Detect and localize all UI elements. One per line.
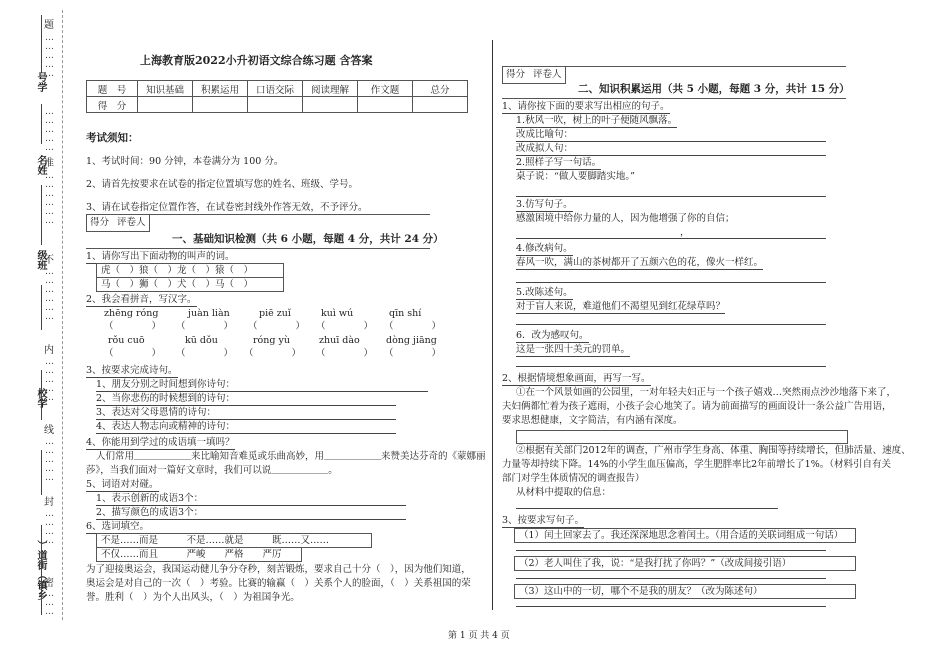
seal-line <box>62 10 63 620</box>
sentence: 这是一张四十美元的罚单。 <box>516 344 631 355</box>
seal-char: 内 <box>44 345 54 356</box>
score-cell[interactable] <box>138 97 193 113</box>
table-header: 作文题 <box>358 81 413 97</box>
binding-line <box>41 15 42 73</box>
question-prompt: 3、按要求写句子。 <box>502 515 585 526</box>
dots: … … … <box>45 589 54 617</box>
answer-paren[interactable]: （ ） <box>316 348 374 359</box>
sentence: 4.修改病句。 <box>516 243 573 254</box>
sentence: 桌子说：“做人要脚踏实地。” <box>516 171 635 182</box>
answer-line[interactable] <box>516 606 826 607</box>
seal-char: 不 <box>44 255 54 266</box>
grader-reviewer-label: 评卷人 <box>117 217 146 228</box>
sentence: 春风一吹，满山的茶树都开了五颜六色的花，像火一样红。 <box>516 257 764 268</box>
instruction-item: 3、请在试卷指定位置作答，在试卷密封线外作答无效，不予评分。 <box>86 202 368 213</box>
q2-paragraph: 力量等却持续下降。14%的小学生血压偏高，学生肥胖率比2年前增长了1%。（材料引自有关 <box>502 459 891 470</box>
section-title: 二、知识积累运用（共 5 小题，每题 3 分，共计 15 分） <box>578 83 850 95</box>
exam-title: 上海教育版2022小升初语文综合练习题 含答案 <box>140 54 373 67</box>
grader-score-label: 得分 <box>506 69 526 80</box>
answer-paren[interactable]: （ ） <box>244 348 302 359</box>
name-label: 名姓 <box>35 155 46 175</box>
answer-line[interactable]: 改成比喻句： <box>516 128 826 142</box>
pinyin: dòng jiāng <box>386 335 437 346</box>
answer-paren[interactable]: （ ） <box>384 321 442 332</box>
dots: … … … … … <box>45 437 54 483</box>
binding-line <box>41 450 42 495</box>
sentence: 对于盲人来说，难道他们不渴望见到红花绿草吗？ <box>516 301 726 312</box>
word-options: 不仅……而且 严峻 严格 严厉 <box>96 547 302 562</box>
q6-paragraph: 为了迎接奥运会，我国运动健儿争分夺秒，刻苦锻炼，要求自己十分（ ），因为他们知道， <box>86 564 471 575</box>
dots: … … … … … <box>45 357 54 403</box>
q6-paragraph: 誉。胜利（ ）为个人出风头，（ ）为祖国争光。 <box>86 592 300 603</box>
score-cell[interactable] <box>303 97 358 113</box>
table-header: 知识基础 <box>138 81 193 97</box>
divider <box>86 248 430 249</box>
question-prompt: 6、选词填空。 <box>86 521 150 532</box>
answer-paren[interactable]: （ ） <box>104 321 162 332</box>
table-header: 阅读理解 <box>303 81 358 97</box>
sentence: 2.照样子写一句话。 <box>516 157 602 168</box>
grader-box <box>502 66 566 84</box>
instructions-title: 考试须知： <box>86 132 139 144</box>
dots: … … … … … <box>45 33 54 79</box>
poem-item[interactable]: 4、表达人物志向或精神的诗句： <box>96 420 396 434</box>
student-id-label: 号学 <box>35 72 46 92</box>
question-prompt: 4、你能用到学过的成语填一填吗？ <box>86 437 235 448</box>
q1-row: 虎（ ）狼（ ）龙（ ）猿（ ） <box>96 263 284 278</box>
question-prompt: 2、我会看拼音，写汉字。 <box>86 294 197 305</box>
instruction-item: 2、请首先按要求在试卷的指定位置填写您的姓名、班级、学号。 <box>86 179 359 190</box>
q2-paragraph: 夫妇俩都忙着为孩子遮雨，小孩子会心地笑了。请为前面描写的画面设计一条公益广告用语， <box>502 401 892 412</box>
class-label: 级班 <box>35 250 46 270</box>
answer-box[interactable] <box>516 430 848 444</box>
seal-char: 线 <box>44 425 54 436</box>
q6-paragraph: 奥运会是对自己的一次（ ）考验。比赛的输赢（ ）关系个人的脸面，（ ）关系祖国的荣 <box>86 578 471 589</box>
binding-line <box>41 525 42 615</box>
seal-char: 封 <box>44 497 54 508</box>
table-row-label: 得 分 <box>87 97 138 113</box>
page-footer: 第 1 页 共 4 页 <box>448 631 510 641</box>
score-cell[interactable] <box>358 97 413 113</box>
q2-paragraph: 要求思想健康，文字简洁，有内涵有深度。 <box>502 415 683 426</box>
answer-paren[interactable]: （ ） <box>384 348 442 359</box>
word-options: 不是……而是 不是……就是 既……又…… <box>96 533 372 548</box>
answer-line[interactable]: 改成拟人句： <box>516 142 826 156</box>
column-divider <box>492 40 493 610</box>
binding-line <box>41 285 42 330</box>
idiom-item[interactable]: 2、描写颜色的成语3个： <box>96 506 406 520</box>
dots: … … … … … … <box>45 267 54 322</box>
binding-line <box>41 185 42 245</box>
question-prompt: 2、根据情境想象画面，再写一写。 <box>502 373 651 384</box>
table-header: 积累运用 <box>193 81 248 97</box>
score-table-header-row <box>87 81 468 97</box>
answer-paren[interactable]: （ ） <box>104 348 162 359</box>
answer-paren[interactable]: （ ） <box>176 321 234 332</box>
seal-char: 准 <box>44 158 54 169</box>
score-cell[interactable] <box>413 97 468 113</box>
answer-line[interactable] <box>516 238 826 239</box>
pinyin: róng yù <box>253 335 290 346</box>
q2-paragraph: ②根据有关部门2012年的调查，广州市学生身高、体重、胸围等持续增长，但肺活量、速度、 <box>516 445 911 456</box>
answer-line[interactable] <box>516 196 826 197</box>
poem-item[interactable]: 3、表达对父母恩情的诗句： <box>96 406 396 420</box>
sentence: 3.仿写句子。 <box>516 199 573 210</box>
rewrite-item: （3）这山中的一切，哪个不是我的朋友？（改为陈述句） <box>514 584 856 599</box>
divider <box>148 214 430 215</box>
divider <box>564 66 846 67</box>
answer-paren[interactable]: （ ） <box>176 348 234 359</box>
section-title: 一、基础知识检测（共 6 小题，每题 4 分，共计 24 分） <box>172 233 444 245</box>
binding-line <box>41 104 42 144</box>
answer-line[interactable] <box>516 366 826 367</box>
question-prompt: 5、词语对对碰。 <box>86 479 159 490</box>
answer-line[interactable] <box>516 578 826 579</box>
answer-paren[interactable]: （ ） <box>316 321 374 332</box>
grader-reviewer-label: 评卷人 <box>533 69 562 80</box>
score-table <box>86 80 468 113</box>
district-label: ）道街（镇乡 <box>35 540 46 600</box>
dots: … … … … … … <box>45 171 54 226</box>
pinyin: zhuī dào <box>319 335 360 346</box>
q2-paragraph: 部门对学生体质情况的调查报告） <box>502 473 645 484</box>
school-label: 校学 <box>35 388 46 408</box>
q4-line: 莎》，当我们面对一篇好文章时，我们可以说＿＿＿＿＿＿。 <box>86 465 338 476</box>
pinyin: rǒu cuō <box>108 335 145 346</box>
question-prompt: 1、请你写出下面动物的叫声的词。 <box>86 251 235 262</box>
pinyin: piē zuǐ <box>259 308 291 319</box>
table-header: 总分 <box>413 81 468 97</box>
sentence: 5.改陈述句。 <box>516 287 573 298</box>
score-cell[interactable] <box>248 97 303 113</box>
question-prompt: 3、按要求完成诗句。 <box>86 365 178 376</box>
table-header: 口语交际 <box>248 81 303 97</box>
poem-item[interactable]: 2、当你悲伤的时候想到的诗句： <box>96 392 396 406</box>
pinyin: juàn liàn <box>188 308 230 319</box>
question-prompt: 1、请你按下面的要求写出相应的句子。 <box>502 101 670 112</box>
score-cell[interactable] <box>193 97 248 113</box>
q4-line: 人们常用＿＿＿＿＿＿来比喻知音难觅或乐曲高妙，用＿＿＿＿＿＿来赞美达芬奇的《蒙娜丽 <box>96 451 486 462</box>
binding-line <box>41 370 42 420</box>
poem-item[interactable]: 1、朋友分别之时间想到你诗句： <box>96 378 428 392</box>
pinyin: kū dǒu <box>185 335 218 346</box>
sentence: 感激困境中给你力量的人，因为他增强了你的自信； <box>516 213 735 224</box>
grader-score-label: 得分 <box>90 217 110 228</box>
answer-line[interactable] <box>516 282 826 283</box>
comma-mark: ， <box>680 227 690 238</box>
q2-paragraph: 从材料中提取的信息： <box>516 487 612 498</box>
answer-line[interactable] <box>516 550 826 551</box>
seal-char: 题 <box>44 20 54 31</box>
answer-line[interactable] <box>516 508 778 509</box>
table-header: 题 号 <box>87 81 138 97</box>
dots: … … … … <box>45 509 54 546</box>
sentence: 6．改为感叹句。 <box>516 330 589 341</box>
idiom-item[interactable]: 1、表示创新的成语3个： <box>96 492 406 506</box>
seal-char: 密 <box>44 578 54 589</box>
pinyin: qīn shí <box>389 308 422 319</box>
grader-box <box>86 214 150 232</box>
answer-paren[interactable]: （ ） <box>248 321 306 332</box>
q2-paragraph: ①在一个风景如画的公园里，一对年轻夫妇正与一个孩子嬉戏…突然雨点沙沙地落下来了， <box>516 387 897 398</box>
q1-row: 马（ ）狮（ ）犬（ ）马（ ） <box>96 277 284 292</box>
pinyin: kuì wú <box>321 308 354 319</box>
sentence: 1.秋风一吹，树上的叶子便随风飘落。 <box>516 115 678 126</box>
pinyin: zhēng róng <box>104 308 159 319</box>
score-table-row <box>87 97 468 113</box>
dots: … … … … … <box>45 107 54 153</box>
rewrite-item: （1）闰土回家去了。我还深深地思念着闰土。（用合适的关联词组成一句话） <box>514 528 856 543</box>
answer-line[interactable] <box>516 324 826 325</box>
divider <box>502 98 846 99</box>
rewrite-item: （2）老人叫住了我，说：“是我打扰了你吗？”（改成间接引语） <box>514 556 856 571</box>
instruction-item: 1、考试时间：90 分钟，本卷满分为 100 分。 <box>86 156 284 167</box>
